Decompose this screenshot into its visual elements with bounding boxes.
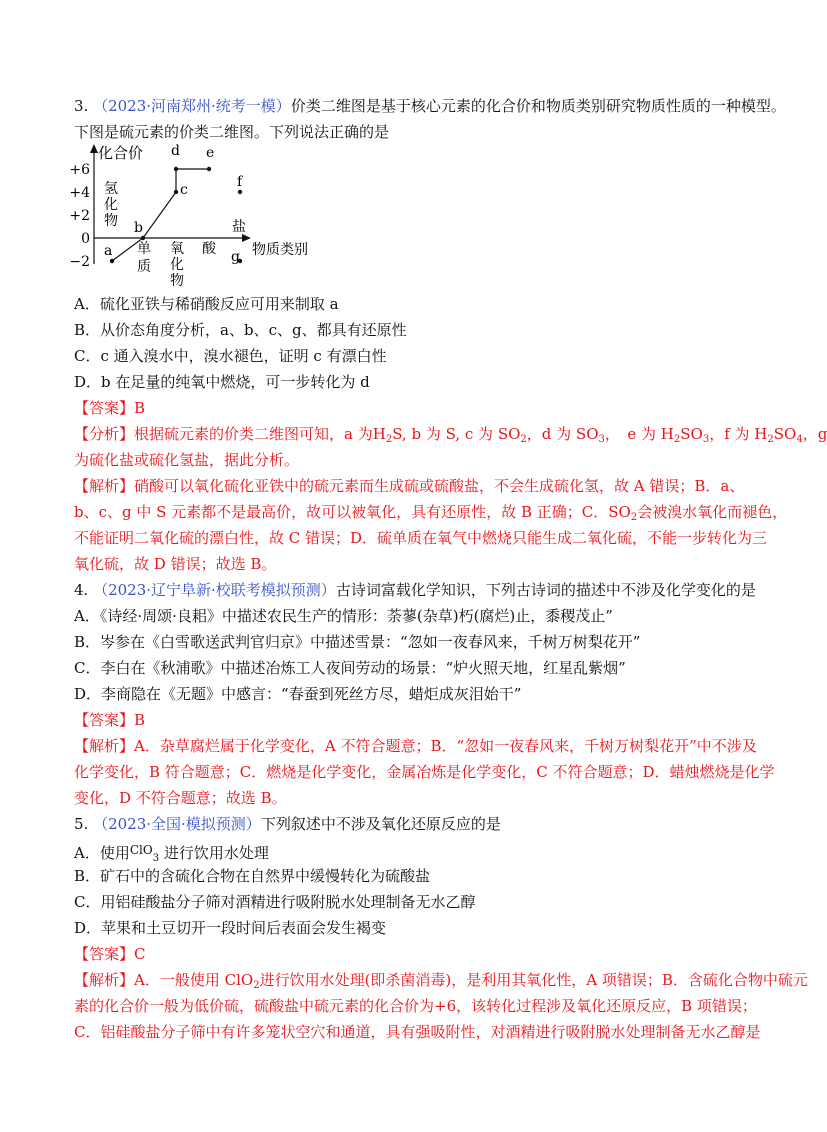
category-element	[137, 241, 151, 275]
category-oxide	[170, 241, 184, 289]
x-axis-label: 物质类别	[252, 242, 308, 258]
y-axis-arrow	[90, 144, 98, 153]
q3-stem-line2: 下图是硫元素的价类二维图。下列说法正确的是	[74, 123, 390, 141]
point-label-g: g	[231, 249, 240, 265]
q3-explain-text-2: b、c、g 中 S 元素都不是最高价，故可以被氧化，具有还原性，故 B 正确；C．SO	[74, 503, 631, 521]
q3-explain-line3: 不能证明二氧化硫的漂白性，故 C 错误；D．硫单质在氧气中燃烧只能生成二氧化硫，不能一步转化为三	[74, 529, 768, 547]
point-label-e: e	[206, 145, 215, 161]
q3-explain-text-3: 会被溴水氧化而褪色，	[637, 503, 788, 521]
q3-stem-line1	[74, 96, 786, 116]
q5-stem	[74, 814, 734, 834]
q5-number: 5.	[74, 815, 89, 833]
svg-text:质: 质	[137, 259, 151, 275]
analysis-text-1: 根据硫元素的价类二维图可知，a 为H	[134, 425, 386, 443]
point-label-f: f	[237, 174, 243, 190]
q5-explain-text-1a: A．一般使用 ClO	[134, 971, 254, 989]
q3-explain-label: 【解析】	[74, 477, 135, 495]
q4-stem	[74, 580, 756, 600]
q4-explain-line2: 化学变化，B 符合题意；C．燃烧是化学变化，金属冶炼是化学变化，C 不符合题意；D．蜡烛燃烧是化学	[74, 763, 775, 781]
point-label-b: b	[134, 220, 143, 236]
q4-explain-text-1: A．杂草腐烂属于化学变化，A 不符合题意；B．“忽如一夜春风来，千树万树梨花开”中不涉及	[134, 737, 757, 755]
analysis-text-3: ，d 为 SO	[526, 425, 599, 443]
q3-explain-line1	[74, 476, 745, 496]
q3-stem-part1: 价类二维图是基于核心元素的化合价和物质类别研究物质性质的一种模型。	[290, 97, 786, 115]
point-label-d: d	[171, 143, 180, 159]
q5-explain-line1: 【解析】A．一般使用 ClO$_2$进行饮用水处理(即杀菌消毒)，是利用其氧化性，A 项错误；B．含硫化合物中硫元	[74, 971, 808, 991]
q5-option-a-pre: A．使用	[74, 844, 130, 862]
svg-text:化: 化	[104, 197, 118, 213]
y-tick-label: 0	[81, 231, 90, 247]
q4-explain-line1	[74, 736, 757, 756]
q5-option-a-formula: ClO	[129, 843, 153, 857]
analysis-text-7: SO	[773, 425, 797, 443]
q3-explain-line4: 氧化硫，故 D 错误；故选 B。	[74, 555, 277, 573]
q4-option-d: D．李商隐在《无题》中感言：“春蚕到死丝方尽，蜡炬成灰泪始干”	[74, 685, 522, 703]
q3-analysis-line1: 【分析】根据硫元素的价类二维图可知，a 为$H_2S$, b 为 S, c 为 $SO_2$，d 为 $SO_3$， e 为 $H_2SO_3$，f 为 $H_2SO_4$，g	[74, 425, 827, 445]
q4-source: （2023·辽宁阜新·校联考模拟预测）	[93, 581, 336, 599]
analysis-text-4: ， e 为 H	[604, 425, 674, 443]
q5-option-c: C．用铝硅酸盐分子筛对酒精进行吸附脱水处理制备无水乙醇	[74, 893, 476, 911]
q3-analysis-label: 【分析】	[74, 425, 135, 443]
q3-number: 3.	[74, 97, 89, 115]
q3-explain-line2: b、c、g 中 S 元素都不是最高价，故可以被氧化，具有还原性，故 B 正确；C．$SO_2$会被溴水氧化而褪色，	[74, 503, 788, 523]
q3-analysis-line2: 为硫化盐或硫化氢盐，据此分析。	[74, 451, 300, 469]
q4-stem-text: 古诗词富载化学知识，下列古诗词的描述中不涉及化学变化的是	[335, 581, 756, 599]
svg-text:氢: 氢	[104, 181, 118, 197]
x-axis-arrow	[242, 234, 251, 242]
q5-explain-text-1b: 进行饮用水处理(即杀菌消毒)，是利用其氧化性，A 项错误；B．含硫化合物中硫元	[259, 971, 808, 989]
point-label-a: a	[104, 243, 113, 259]
point-label-c: c	[180, 182, 188, 198]
q3-option-d: D．b 在足量的纯氧中燃烧，可一步转化为 d	[74, 373, 370, 391]
data-point-b	[141, 236, 145, 240]
svg-text:物: 物	[104, 213, 118, 229]
q5-option-a: A．使用$^{ClO}_3$ 进行饮用水处理	[74, 843, 269, 864]
category-acid: 酸	[202, 241, 216, 257]
q5-answer: 【答案】C	[74, 945, 146, 963]
y-tick-label: +6	[69, 162, 90, 178]
q4-option-b: B．岑参在《白雪歌送武判官归京》中描述雪景：“忽如一夜春风来，千树万树梨花开”	[74, 633, 641, 651]
y-tick-label: −2	[69, 254, 90, 270]
data-point-d	[174, 167, 178, 171]
q3-option-b: B．从价态角度分析，a、b、c、g、都具有还原性	[74, 321, 407, 339]
q5-option-a-post: 进行饮用水处理	[163, 844, 269, 862]
data-point-f	[238, 190, 242, 194]
svg-text:单: 单	[137, 241, 151, 257]
q5-stem-text: 下列叙述中不涉及氧化还原反应的是	[260, 815, 501, 833]
q5-option-d: D．苹果和土豆切开一段时间后表面会发生褐变	[74, 919, 387, 937]
q3-option-c: C．c 通入溴水中，溴水褪色，证明 c 有漂白性	[74, 347, 387, 365]
q4-explain-line3: 变化，D 不符合题意；故选 B。	[74, 789, 287, 807]
q3-option-a: A．硫化亚铁与稀硝酸反应可用来制取 a	[74, 295, 339, 313]
q3-source: （2023·河南郑州·统考一模）	[93, 97, 291, 115]
y-tick-label: +2	[69, 208, 90, 224]
q4-answer: 【答案】B	[74, 711, 146, 729]
category-hydride	[104, 181, 118, 229]
data-point-c	[174, 190, 178, 194]
q5-option-b: B．矿石中的含硫化合物在自然界中缓慢转化为硫酸盐	[74, 867, 431, 885]
q3-answer: 【答案】B	[74, 399, 146, 417]
data-point-a	[110, 259, 114, 263]
q5-explain-label: 【解析】	[74, 971, 135, 989]
q5-source: （2023·全国·模拟预测）	[93, 815, 261, 833]
svg-text:化: 化	[170, 257, 184, 273]
q4-option-a: A．《诗经·周颂·良耜》中描述农民生产的情形：荼蓼(杂草)朽(腐烂)止，黍稷茂止”	[74, 607, 613, 625]
svg-text:氧: 氧	[170, 241, 184, 257]
q4-option-c: C．李白在《秋浦歌》中描述冶炼工人夜间劳动的场景：“炉火照天地，红星乱紫烟”	[74, 659, 626, 677]
y-tick-label: +4	[69, 185, 90, 201]
data-point-e	[207, 167, 211, 171]
q5-explain-line3: C．铝硅酸盐分子筛中有许多笼状空穴和通道，具有强吸附性，对酒精进行吸附脱水处理制备无水乙醇是	[74, 1023, 761, 1041]
analysis-text-6: ，f 为 H	[709, 425, 768, 443]
valence-chart	[69, 143, 364, 290]
y-axis-label: 化合价	[98, 144, 144, 162]
q5-explain-line2: 素的化合价一般为低价硫，硫酸盐中硫元素的化合价为+6，该转化过程涉及氧化还原反应，B 项错误；	[74, 997, 757, 1015]
q3-explain-text-1: 硝酸可以氧化硫化亚铁中的硫元素而生成硫或硫酸盐，不会生成硫化氢，故 A 错误；B．a、	[134, 477, 745, 495]
analysis-text-5: SO	[680, 425, 703, 443]
q4-number: 4.	[74, 581, 89, 599]
category-salt: 盐	[232, 219, 246, 235]
q4-explain-label: 【解析】	[74, 737, 135, 755]
analysis-text-2: S, b 为 S, c 为 SO	[392, 425, 521, 443]
svg-text:物: 物	[170, 273, 184, 289]
analysis-text-8: ，g	[802, 425, 827, 443]
